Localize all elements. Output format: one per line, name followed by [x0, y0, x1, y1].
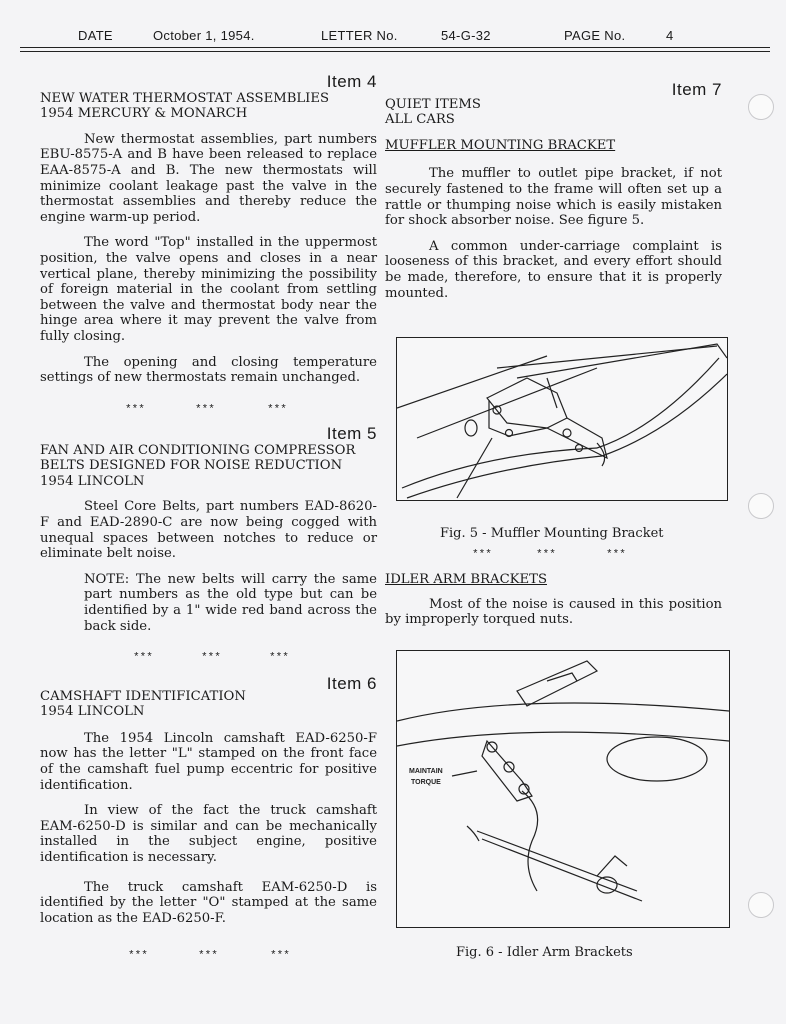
- page-label: PAGE No.: [564, 28, 626, 43]
- figure-6-idler-arm: [396, 650, 730, 928]
- item-4-paragraph-3: The opening and closing temperature settings of new thermostats remain unchanged.: [40, 354, 377, 386]
- item-6-heading: Item 6: [326, 674, 377, 693]
- item-5-title: FAN AND AIR CONDITIONING COMPRESSOR: [40, 442, 356, 458]
- item-5-note: NOTE: The new belts will carry the same part numbers as the old type but can be identified by a 1" wide red band across the back side.: [84, 571, 377, 634]
- item-7-separator: *** *** ***: [472, 549, 626, 561]
- item-6-title: CAMSHAFT IDENTIFICATION: [40, 688, 246, 704]
- idler-arm-illustration: [397, 651, 729, 927]
- item-6-paragraph-3: The truck camshaft EAM-6250-D is identified by the letter "O" stamped at the same location as the EAD-6250-F.: [40, 879, 377, 926]
- item-6-separator: *** *** ***: [128, 950, 290, 962]
- torque-label: TORQUE: [411, 779, 441, 786]
- item-5-heading: Item 5: [326, 424, 377, 443]
- item-5-section: [40, 426, 377, 634]
- item-7-section: [385, 82, 722, 301]
- item-7-paragraph-3: Most of the noise is caused in this position by improperly torqued nuts.: [385, 596, 722, 628]
- item-7-subtitle: ALL CARS: [385, 112, 455, 128]
- figure-5-caption: Fig. 5 - Muffler Mounting Bracket: [440, 526, 664, 541]
- item-4-paragraph-1: New thermostat assemblies, part numbers EBU-8575-A and B have been released to replace EAA-8575-A and B. The new thermostats will minimize coolant leakage past the valve in the thermostat assemblies and thereby reduce the engine warm-up period.: [40, 131, 377, 225]
- item-4-paragraph-2: The word "Top" installed in the uppermost position, the valve opens and closes in a near vertical plane, thereby minimizing the possibility of foreign material in the coolant from settling between the valve and thermostat body near the hinge area where it may prevent the valve from fully closing.: [40, 235, 377, 344]
- item-5-subtitle: 1954 LINCOLN: [40, 473, 145, 489]
- letter-value: 54-G-32: [441, 28, 491, 43]
- muffler-bracket-illustration: [397, 338, 727, 500]
- page-value: 4: [666, 28, 674, 43]
- binder-hole-bottom: [748, 892, 774, 918]
- idler-arm-section: [385, 572, 722, 628]
- header-rule-2: [20, 51, 770, 52]
- maintain-label: MAINTAIN: [409, 768, 443, 775]
- muffler-bracket-heading: MUFFLER MOUNTING BRACKET: [385, 137, 616, 153]
- item-6-paragraph-1: The 1954 Lincoln camshaft EAD-6250-F now has the letter "L" stamped on the front face of the camshaft fuel pump eccentric for positive identification.: [40, 730, 377, 793]
- item-5-paragraph-1: Steel Core Belts, part numbers EAD-8620-F and EAD-2890-C are now being cogged with unequal spaces between notches to reduce or eliminate belt noise.: [40, 499, 377, 562]
- item-6-paragraph-2: In view of the fact the truck camshaft EAM-6250-D is similar and can be mechanically installed in the subject engine, positive identification is necessary.: [40, 803, 377, 865]
- figure-6-caption: Fig. 6 - Idler Arm Brackets: [456, 945, 633, 960]
- header-rule: [20, 47, 770, 48]
- item-7-heading: Item 7: [671, 80, 722, 99]
- figure-5-muffler-bracket: [396, 337, 728, 501]
- item-5-title-line-2: BELTS DESIGNED FOR NOISE REDUCTION: [40, 458, 343, 474]
- item-4-heading: Item 4: [326, 72, 377, 91]
- item-6-subtitle: 1954 LINCOLN: [40, 704, 145, 720]
- item-7-paragraph-2: A common under-carriage complaint is looseness of this bracket, and every effort should be made, therefore, to ensure that it is properly mounted.: [385, 238, 722, 301]
- item-4-subtitle: 1954 MERCURY & MONARCH: [40, 106, 248, 122]
- item-4-section: [40, 74, 377, 386]
- binder-hole-middle: [748, 493, 774, 519]
- binder-hole-top: [748, 94, 774, 120]
- item-7-paragraph-1: The muffler to outlet pipe bracket, if not securely fastened to the frame will often set up a rattle or thumping noise which is easily mistaken for shock absorber noise. See figure 5.: [385, 166, 722, 229]
- date-value: October 1, 1954.: [153, 28, 255, 43]
- idler-arm-heading: IDLER ARM BRACKETS: [385, 572, 547, 587]
- letter-label: LETTER No.: [321, 28, 398, 43]
- item-4-separator: *** *** ***: [125, 404, 287, 416]
- item-4-title: NEW WATER THERMOSTAT ASSEMBLIES: [40, 90, 330, 106]
- item-6-section: [40, 676, 377, 926]
- date-label: DATE: [78, 28, 113, 43]
- item-5-separator: *** *** ***: [133, 652, 289, 664]
- item-7-title: QUIET ITEMS: [385, 96, 481, 112]
